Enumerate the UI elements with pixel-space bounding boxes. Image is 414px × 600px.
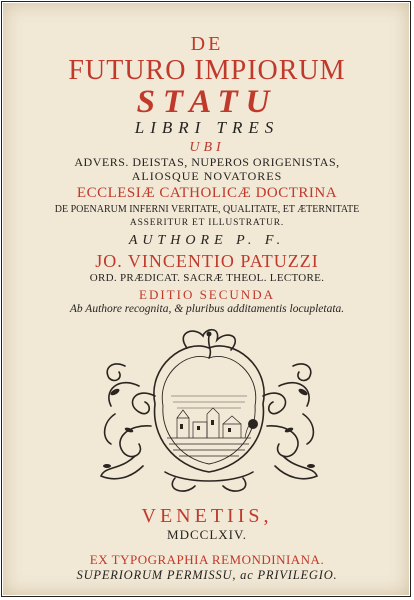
subtitle-de-poenarum: DE POENARUM INFERNI VERITATE, QUALITATE, ET ÆTERNITATE — [54, 204, 360, 215]
edition-label: EDITIO SECUNDA — [139, 287, 275, 302]
subtitle-adversus: ADVERS. DEISTAS, NUPEROS ORIGENISTAS, — [74, 155, 340, 169]
subtitle-aliosque: ALIOSQUE NOVATORES — [131, 169, 283, 183]
subtitle-ubi: UBI — [189, 140, 225, 155]
author-name: JO. VINCENTIO PATUZZI — [95, 251, 319, 271]
title-line-futuro: FUTURO IMPIORUM — [68, 55, 346, 86]
imprint-permission: SUPERIORUM PERMISSU, ac PRIVILEGIO. — [76, 568, 338, 582]
imprint-city: VENETIIS, — [141, 505, 273, 527]
ornamental-landscape-vignette-icon — [95, 326, 323, 498]
imprint-year: MDCCLXIV. — [167, 527, 247, 542]
subtitle-asseritur: ASSERITUR ET ILLUSTRATUR. — [129, 218, 285, 228]
imprint-printer: EX TYPOGRAPHIA REMONDINIANA. — [89, 552, 325, 567]
title-line-de: DE — [190, 33, 224, 55]
subtitle-ecclesiae: ECCLESIÆ CATHOLICÆ DOCTRINA — [76, 185, 338, 201]
title-line-libri: LIBRI TRES — [134, 118, 280, 137]
author-order: ORD. PRÆDICAT. SACRÆ THEOL. LECTORE. — [89, 272, 325, 284]
title-line-statu: STATU — [136, 84, 278, 120]
author-label: AUTHORE P. F. — [128, 233, 286, 248]
edition-note: Ab Authore recognita, & pluribus additamentis locupletata. — [69, 303, 345, 315]
